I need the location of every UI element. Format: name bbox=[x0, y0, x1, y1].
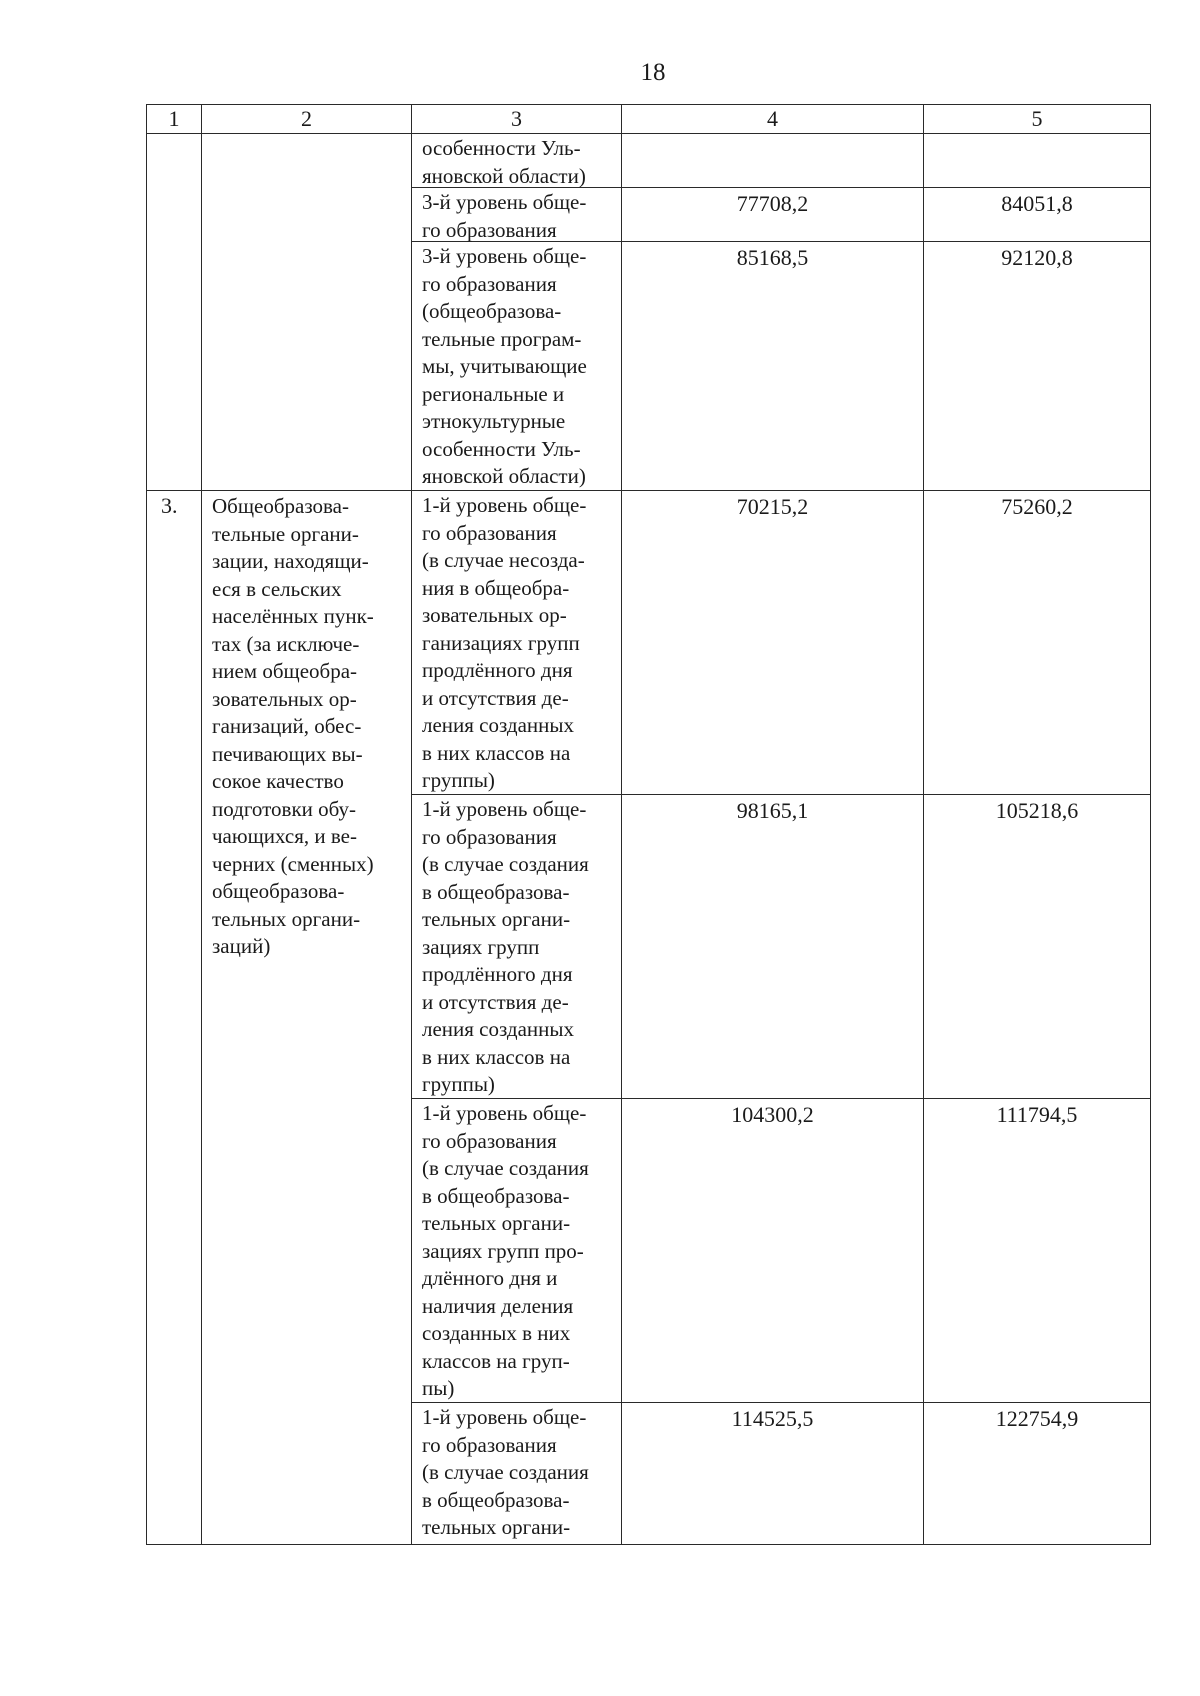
section-number: 3. bbox=[161, 493, 178, 518]
table-row bbox=[147, 491, 1151, 795]
value-col4: 85168,5 bbox=[736, 245, 809, 270]
organization-cell bbox=[202, 134, 412, 491]
table-row bbox=[147, 134, 1151, 188]
level-cell bbox=[412, 795, 622, 1099]
level-text: 3-й уровень обще- го образования bbox=[422, 190, 587, 242]
level-text: 1-й уровень обще- го образования (в случае несозда- ния в общеобра- зовательных ор- ганизациях групп продлённого дня и отсутствия де- ления созданных в них классов на группы) bbox=[422, 493, 587, 792]
row-number-cell bbox=[147, 134, 202, 491]
value-col5 bbox=[924, 134, 1150, 136]
value-cell-col4 bbox=[622, 134, 924, 188]
value-cell-col5 bbox=[924, 242, 1151, 491]
value-cell-col4 bbox=[622, 188, 924, 242]
level-text: 1-й уровень обще- го образования (в случае создания в общеобразова- тельных органи- зациях групп продлённого дня и отсутствия де- ления созданных в них классов на группы) bbox=[422, 797, 589, 1096]
level-text: 3-й уровень обще- го образования (общеобразова- тельные програм- мы, учитывающие региональные и этнокультурные особенности Уль- яновской области) bbox=[422, 244, 587, 488]
level-cell bbox=[412, 491, 622, 795]
value-col4: 114525,5 bbox=[731, 1406, 814, 1431]
level-cell bbox=[412, 1403, 622, 1545]
column-number-header bbox=[147, 105, 1151, 134]
value-col4: 98165,1 bbox=[736, 798, 809, 823]
value-cell-col5 bbox=[924, 134, 1151, 188]
header-cell-3: 3 bbox=[412, 105, 622, 134]
value-col5: 111794,5 bbox=[996, 1102, 1078, 1127]
value-cell-col5 bbox=[924, 795, 1151, 1099]
level-cell bbox=[412, 1099, 622, 1403]
value-col5: 84051,8 bbox=[1001, 191, 1073, 216]
value-col4 bbox=[622, 134, 923, 136]
value-cell-col5 bbox=[924, 1403, 1151, 1545]
value-cell-col5 bbox=[924, 491, 1151, 795]
header-cell-4: 4 bbox=[622, 105, 924, 134]
level-cell bbox=[412, 242, 622, 491]
organization-cell bbox=[202, 491, 412, 1545]
value-cell-col4 bbox=[622, 491, 924, 795]
value-col4: 77708,2 bbox=[736, 191, 809, 216]
value-col5: 75260,2 bbox=[1001, 494, 1073, 519]
value-cell-col4 bbox=[622, 1099, 924, 1403]
value-cell-col4 bbox=[622, 242, 924, 491]
value-cell-col5 bbox=[924, 1099, 1151, 1403]
level-cell bbox=[412, 134, 622, 188]
value-col5: 122754,9 bbox=[995, 1406, 1079, 1431]
header-cell-1: 1 bbox=[147, 105, 202, 134]
page-number: 18 bbox=[640, 59, 666, 86]
level-text: 1-й уровень обще- го образования (в случае создания в общеобразова- тельных органи- зациях групп про- длённого дня и наличия деления созданных в них классов на груп- пы) bbox=[422, 1101, 589, 1400]
value-cell-col4 bbox=[622, 795, 924, 1099]
value-col5: 92120,8 bbox=[1001, 245, 1073, 270]
level-cell bbox=[412, 188, 622, 242]
norms-table bbox=[146, 104, 1151, 1545]
value-col4: 104300,2 bbox=[731, 1102, 814, 1127]
value-col5: 105218,6 bbox=[995, 798, 1079, 823]
header-cell-5: 5 bbox=[924, 105, 1151, 134]
header-cell-2: 2 bbox=[202, 105, 412, 134]
level-text: особенности Уль- яновской области) bbox=[422, 136, 586, 188]
value-cell-col4 bbox=[622, 1403, 924, 1545]
organization-text: Общеобразова- тельные органи- зации, находящи- еся в сельских населённых пунк- тах (за исключе- нием общеобра- зовательных ор- ганизаций, обес- печивающих вы- сокое качество подготовки обу- чающихся, и ве- черних (сменных) общеобразова- тельных органи- заций) bbox=[212, 494, 374, 958]
row-number-cell bbox=[147, 491, 202, 1545]
value-col4: 70215,2 bbox=[736, 494, 809, 519]
value-cell-col5 bbox=[924, 188, 1151, 242]
document-sheet bbox=[146, 104, 1151, 1545]
level-text: 1-й уровень обще- го образования (в случае создания в общеобразова- тельных органи- bbox=[422, 1405, 589, 1539]
